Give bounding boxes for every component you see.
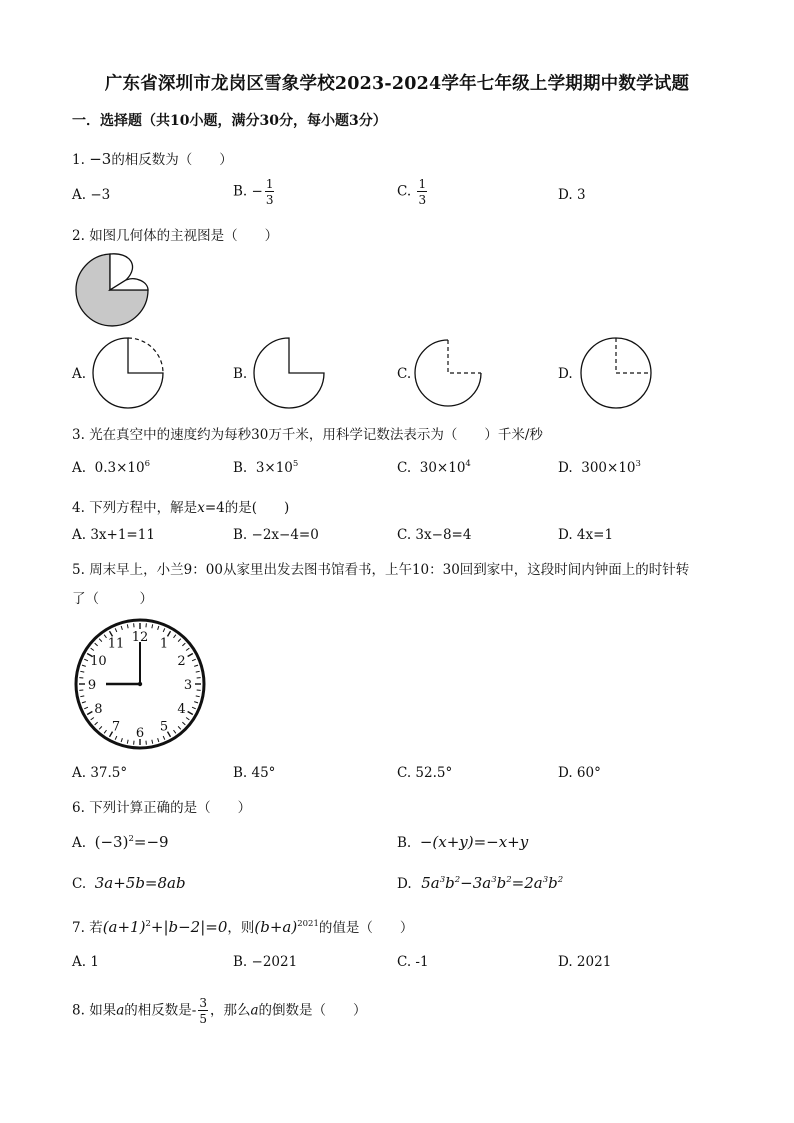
term: −3a [460, 874, 492, 892]
question-text-pre: 如果 [89, 1002, 117, 1019]
option-label: D. [558, 187, 573, 203]
page-title: 广东省深圳市龙岗区雪象学校2023-2024学年七年级上学期期中数学试题 [104, 74, 690, 94]
q3-option-c[interactable] [397, 459, 471, 476]
fraction-denominator: 3 [265, 193, 274, 207]
expression: (a+1) [102, 918, 146, 936]
option-expression: =−9 [133, 833, 169, 851]
fraction-numerator: 1 [418, 177, 427, 191]
q6-option-a[interactable] [72, 833, 169, 851]
option-label: A. [72, 366, 87, 382]
option-label: C. [397, 460, 412, 476]
q2-option-b-figure [251, 336, 327, 410]
q2-option-a-figure [90, 336, 166, 410]
q5-option-b[interactable]: B. 45° [233, 765, 276, 781]
question-text-mid: ，则 [227, 920, 255, 936]
term: b [548, 874, 558, 892]
option-value: 3 [576, 187, 586, 203]
q7-option-a[interactable]: A. 1 [72, 954, 99, 970]
q2-option-a[interactable] [72, 366, 86, 382]
exponent: 2 [454, 875, 461, 885]
question-expression: −3 [89, 150, 112, 168]
option-value: 30×10 [419, 460, 466, 476]
question-number: 4. [72, 500, 85, 516]
clock-diagram [72, 618, 210, 750]
q2-option-d-figure [578, 336, 654, 410]
fraction-denominator: 5 [199, 1012, 207, 1026]
option-expression: −(x+y)=−x+y [419, 833, 529, 851]
fraction-denominator: 3 [418, 193, 427, 207]
option-label: B. [233, 183, 248, 200]
exponent: 5 [292, 459, 299, 469]
clock-number: 2 [177, 654, 186, 669]
option-label: B. [397, 835, 412, 851]
option-value: 300×10 [581, 460, 636, 476]
option-label: A. [72, 835, 87, 851]
q2-option-d[interactable] [558, 366, 573, 382]
q5-option-d[interactable]: D. 60° [558, 765, 601, 781]
q4-option-c[interactable]: C. 3x−8=4 [397, 527, 472, 543]
question-number: 6. [72, 800, 85, 816]
q1-option-c[interactable] [397, 178, 429, 206]
clock-number: 3 [183, 678, 193, 693]
option-expression: 3a+5b=8ab [94, 874, 186, 892]
q1-option-a[interactable] [72, 187, 110, 203]
question-text-pre: 下列方程中，解是 [89, 500, 198, 516]
question-number: 1. [72, 152, 85, 168]
expression: (b+a) [254, 918, 298, 936]
q6-option-d[interactable] [397, 874, 563, 892]
q4-option-d[interactable]: D. 4x=1 [558, 527, 614, 543]
clock-number: 4 [177, 702, 186, 717]
q1-option-d[interactable] [558, 187, 586, 203]
clock-number: 10 [90, 654, 107, 669]
q4-option-b[interactable]: B. −2x−4=0 [233, 527, 319, 543]
expression: +|b−2|=0 [150, 918, 228, 936]
question-variable: x [197, 500, 205, 516]
option-label: C. [397, 366, 412, 382]
question-text: 如图几何体的主视图是（ ） [89, 228, 279, 244]
question-2 [72, 224, 278, 244]
question-text-post: 的倒数是（ ） [258, 1002, 367, 1019]
q2-option-c[interactable] [397, 366, 411, 382]
question-1 [72, 148, 233, 168]
exponent: 2 [506, 875, 512, 885]
clock-number: 12 [131, 630, 149, 645]
exponent: 2 [145, 919, 151, 929]
term: b [445, 874, 455, 892]
question-text: 的相反数为（ ） [111, 152, 233, 168]
question-text: 下列计算正确的是（ ） [89, 800, 252, 816]
question-number: 3. [72, 427, 85, 443]
q5-option-a[interactable]: A. 37.5° [72, 765, 128, 781]
q2-option-b[interactable] [233, 366, 247, 382]
q3-option-b[interactable] [233, 459, 298, 476]
q7-option-d[interactable]: D. 2021 [558, 954, 612, 970]
fraction [198, 997, 208, 1025]
clock-number: 6 [135, 726, 145, 741]
clock-number: 7 [111, 719, 121, 735]
option-label: A. [72, 187, 87, 203]
option-label: D. [558, 460, 573, 476]
exponent: 2021 [297, 919, 319, 929]
question-7 [72, 916, 413, 936]
term: b [496, 874, 507, 892]
fraction [417, 178, 427, 206]
option-expression: (−3) [94, 833, 129, 851]
fraction-numerator: 1 [265, 177, 274, 191]
q4-option-a[interactable]: A. 3x+1=11 [72, 527, 155, 543]
clock-number: 9 [87, 678, 97, 693]
clock-number: 1 [159, 636, 169, 652]
fraction-numerator: 3 [199, 996, 207, 1010]
q6-option-b[interactable] [397, 833, 528, 851]
clock-center [138, 682, 142, 686]
option-label: D. [397, 876, 412, 892]
option-label: C. [397, 183, 412, 200]
solid-figure-diagram [68, 248, 158, 330]
clock-number: 11 [107, 636, 125, 652]
question-4 [72, 496, 289, 516]
exponent: 6 [144, 459, 151, 469]
option-label: D. [558, 366, 573, 382]
question-text-line1: 周末早上，小兰9：00从家里出发去图书馆看书，上午10：30回到家中，这段时间内钟面上的时针转 [89, 562, 690, 578]
exponent: 3 [635, 459, 641, 469]
option-sign: − [251, 183, 263, 200]
question-number: 8. [72, 1002, 85, 1019]
option-value: 0.3×10 [94, 460, 145, 476]
option-value: −3 [90, 187, 111, 203]
question-8 [72, 997, 367, 1025]
question-text-pre: 若 [89, 920, 103, 936]
q2-option-c-figure [414, 338, 486, 408]
exponent: 3 [439, 875, 446, 885]
question-variable: a [116, 1002, 125, 1019]
exponent: 4 [465, 459, 471, 469]
question-variable: a [250, 1002, 259, 1019]
q1-option-b[interactable] [233, 178, 276, 206]
question-number: 7. [72, 920, 85, 936]
question-5 [72, 558, 689, 578]
clock-number: 8 [94, 702, 103, 717]
question-text-mid2: ，那么 [209, 1002, 251, 1019]
question-5-continued: 了（ ） [72, 591, 153, 607]
clock-number: 5 [159, 719, 169, 735]
q6-option-c[interactable] [72, 874, 186, 892]
option-label: B. [233, 460, 248, 476]
option-value: 3×10 [255, 460, 293, 476]
term: 5a [421, 874, 440, 892]
question-number: 2. [72, 228, 85, 244]
exponent: 3 [542, 875, 549, 885]
q3-option-a[interactable] [72, 459, 150, 476]
q5-option-c[interactable]: C. 52.5° [397, 765, 453, 781]
option-label: C. [72, 876, 87, 892]
q3-option-d[interactable] [558, 459, 641, 476]
term: =2a [511, 874, 543, 892]
q7-option-c[interactable]: C. -1 [397, 954, 429, 970]
question-6 [72, 796, 251, 816]
question-number: 5. [72, 562, 85, 578]
section-heading: 一．选择题（共10小题，满分30分，每小题3分） [72, 113, 387, 129]
option-label: B. [233, 366, 248, 382]
question-text: 光在真空中的速度约为每秒30万千米，用科学记数法表示为（ ）千米/秒 [89, 427, 543, 443]
question-text-post: =4的是( ) [204, 500, 290, 516]
exponent: 2 [557, 875, 564, 885]
question-text-mid: 的相反数是- [124, 1002, 197, 1019]
fraction [265, 178, 275, 206]
q7-option-b[interactable]: B. −2021 [233, 954, 298, 970]
question-text-post: 的值是（ ） [318, 920, 414, 936]
option-label: A. [72, 460, 87, 476]
exponent: 3 [491, 875, 497, 885]
exponent: 2 [128, 834, 134, 844]
question-3 [72, 423, 543, 443]
